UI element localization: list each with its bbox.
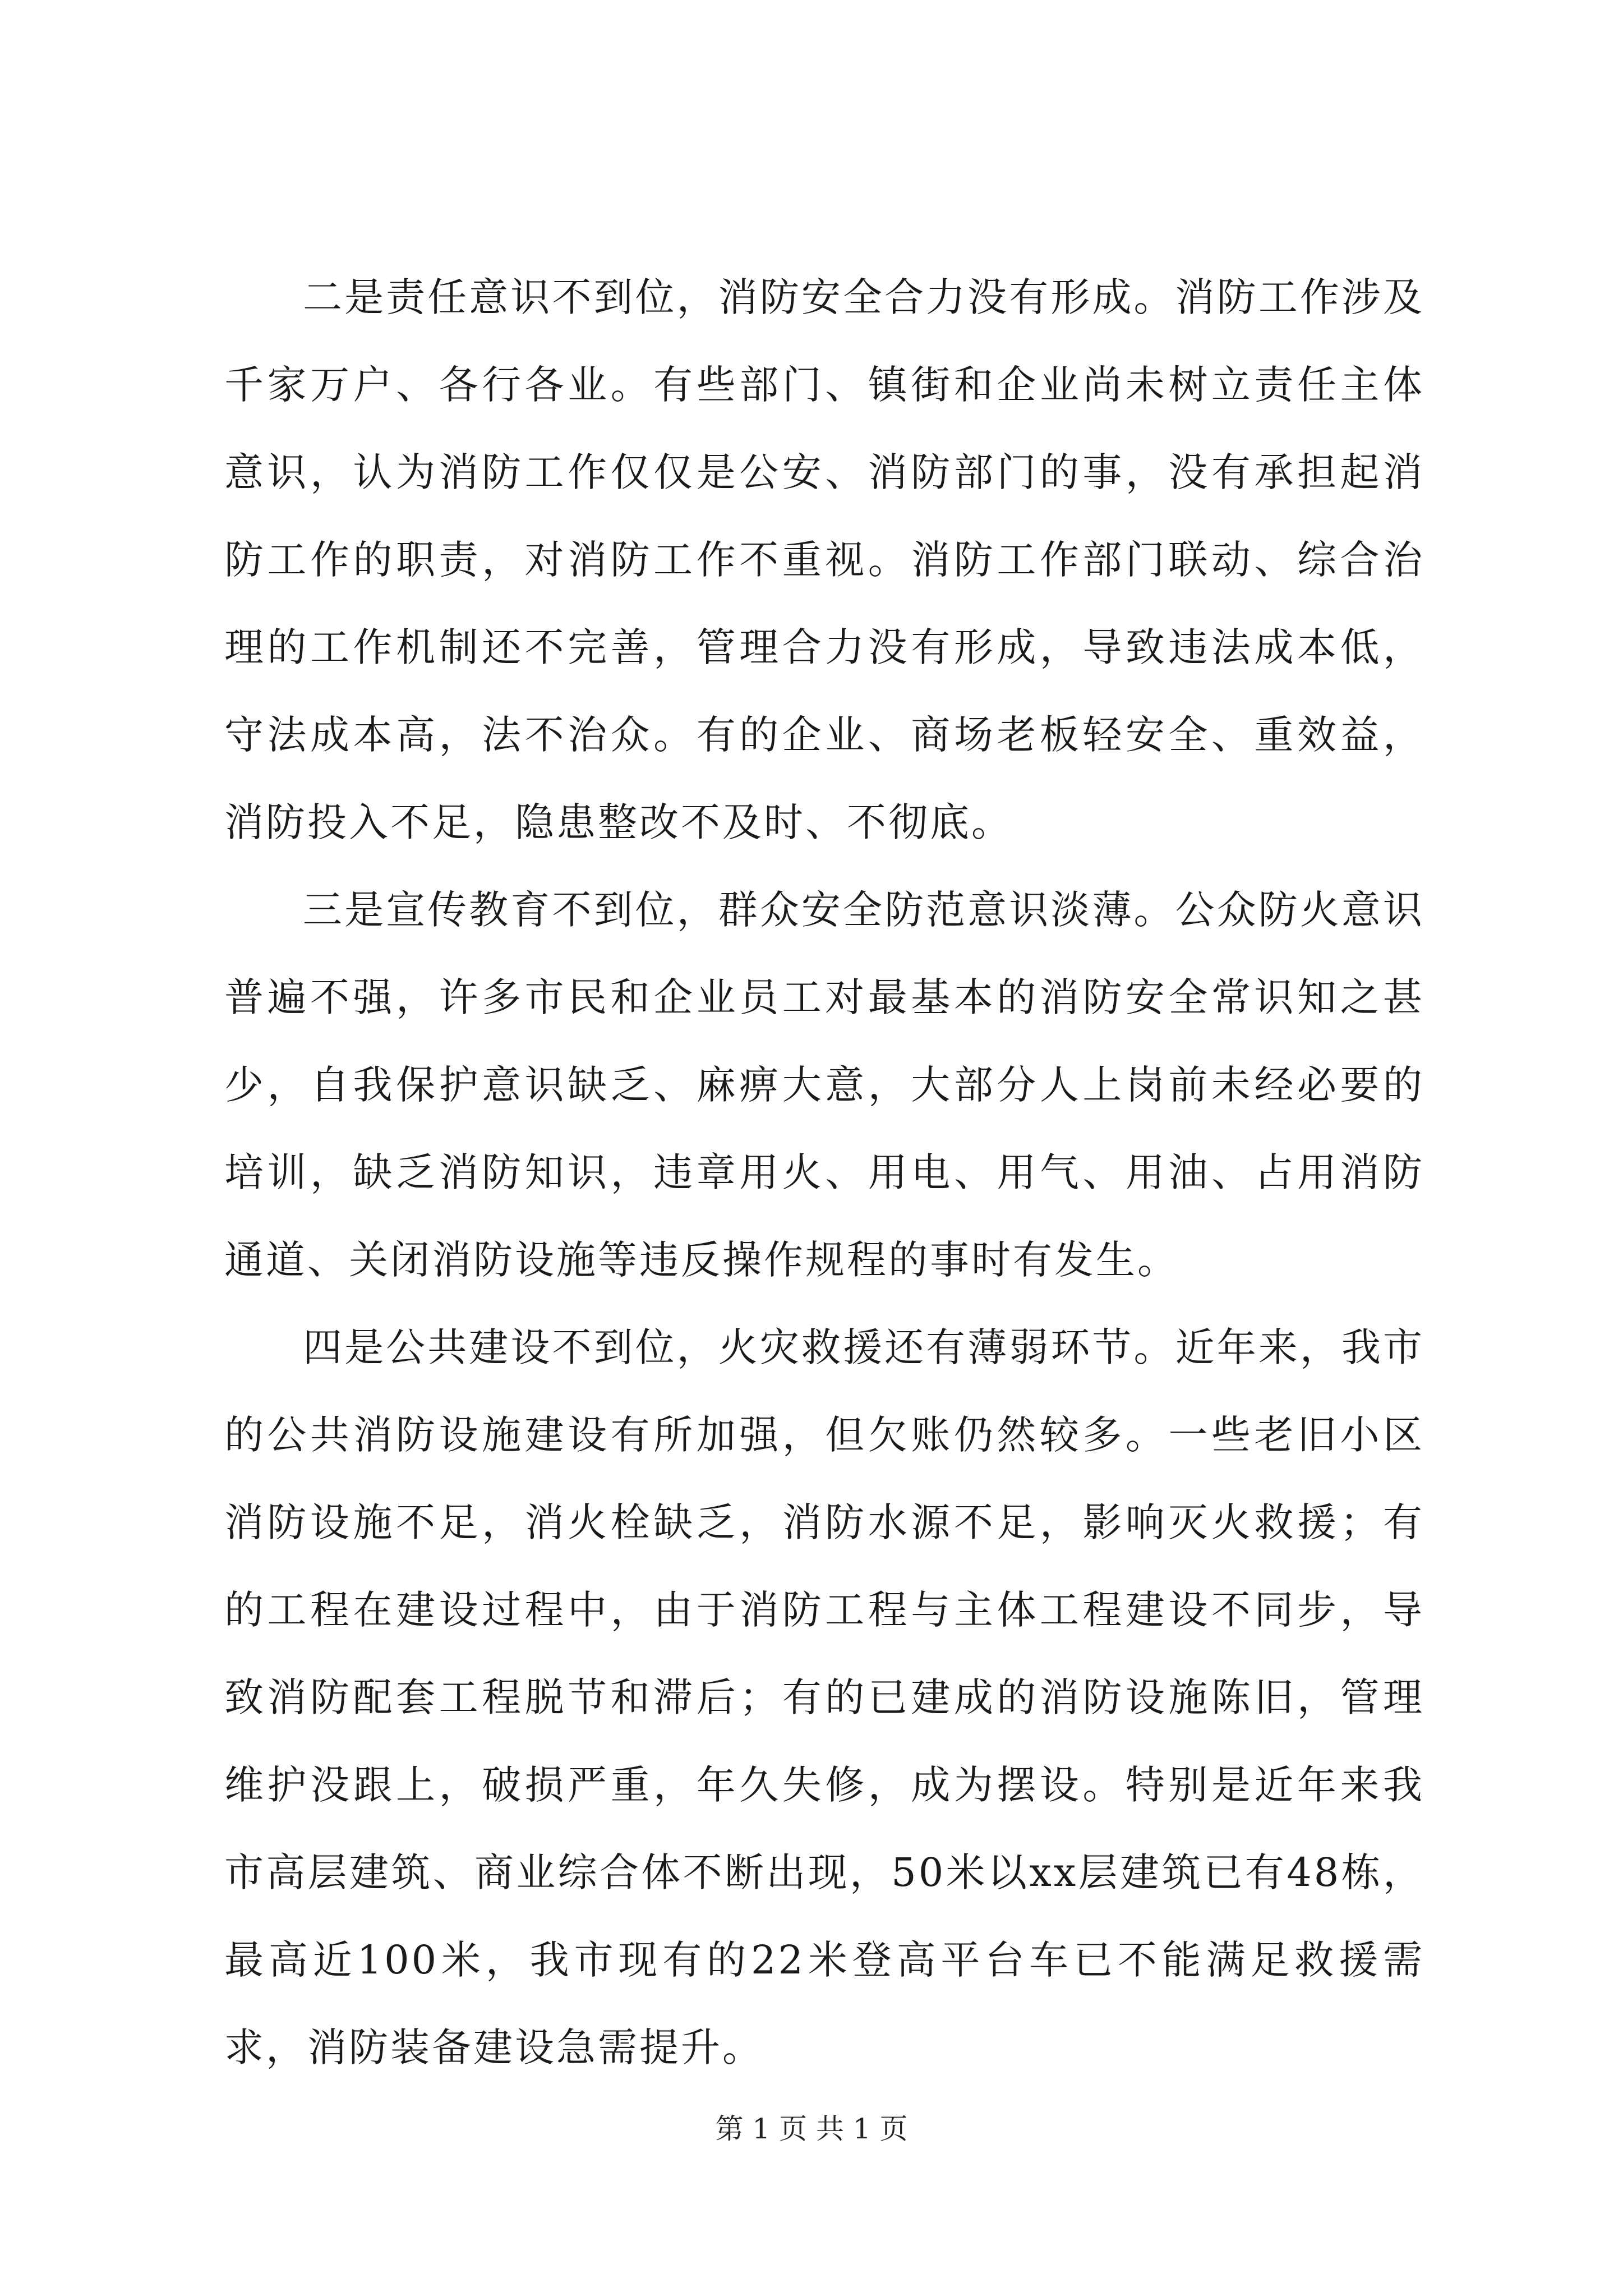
paragraph-public-construction: 四是公共建设不到位，火灾救援还有薄弱环节。近年来，我市的公共消防设施建设有所加强，但欠账仍然较多。一些老旧小区消防设施不足，消火栓缺乏，消防水源不足，影响灭火救援；有的工程在建设过程中，由于消防工程与主体工程建设不同步，导致消防配套工程脱节和滞后；有的已建成的消防设施陈旧，管理维护没跟上，破损严重，年久失修，成为摆设。特别是近年来我市高层建筑、商业综合体不断出现，50米以xx层建筑已有48栋，最高近100米，我市现有的22米登高平台车已不能满足救援需求，消防装备建设急需提升。 xyxy=(224,1324,1424,2070)
paragraph-responsibility: 二是责任意识不到位，消防安全合力没有形成。消防工作涉及千家万户、各行各业。有些部门、镇街和企业尚未树立责任主体意识，认为消防工作仅仅是公安、消防部门的事，没有承担起消防工作的职责，对消防工作不重视。消防工作部门联动、综合治理的工作机制还不完善，管理合力没有形成，导致违法成本低，守法成本高，法不治众。有的企业、商场老板轻安全、重效益，消防投入不足，隐患整改不及时、不彻底。 xyxy=(224,274,1424,845)
document-body xyxy=(224,254,1424,2091)
paragraph-education: 三是宣传教育不到位，群众安全防范意识淡薄。公众防火意识普遍不强，许多市民和企业员工对最基本的消防安全常识知之甚少，自我保护意识缺乏、麻痹大意，大部分人上岗前未经必要的培训，缺乏消防知识，违章用火、用电、用气、用油、占用消防通道、关闭消防设施等违反操作规程的事时有发生。 xyxy=(224,887,1424,1283)
page-footer: 第 1 页 共 1 页 xyxy=(715,2113,908,2145)
